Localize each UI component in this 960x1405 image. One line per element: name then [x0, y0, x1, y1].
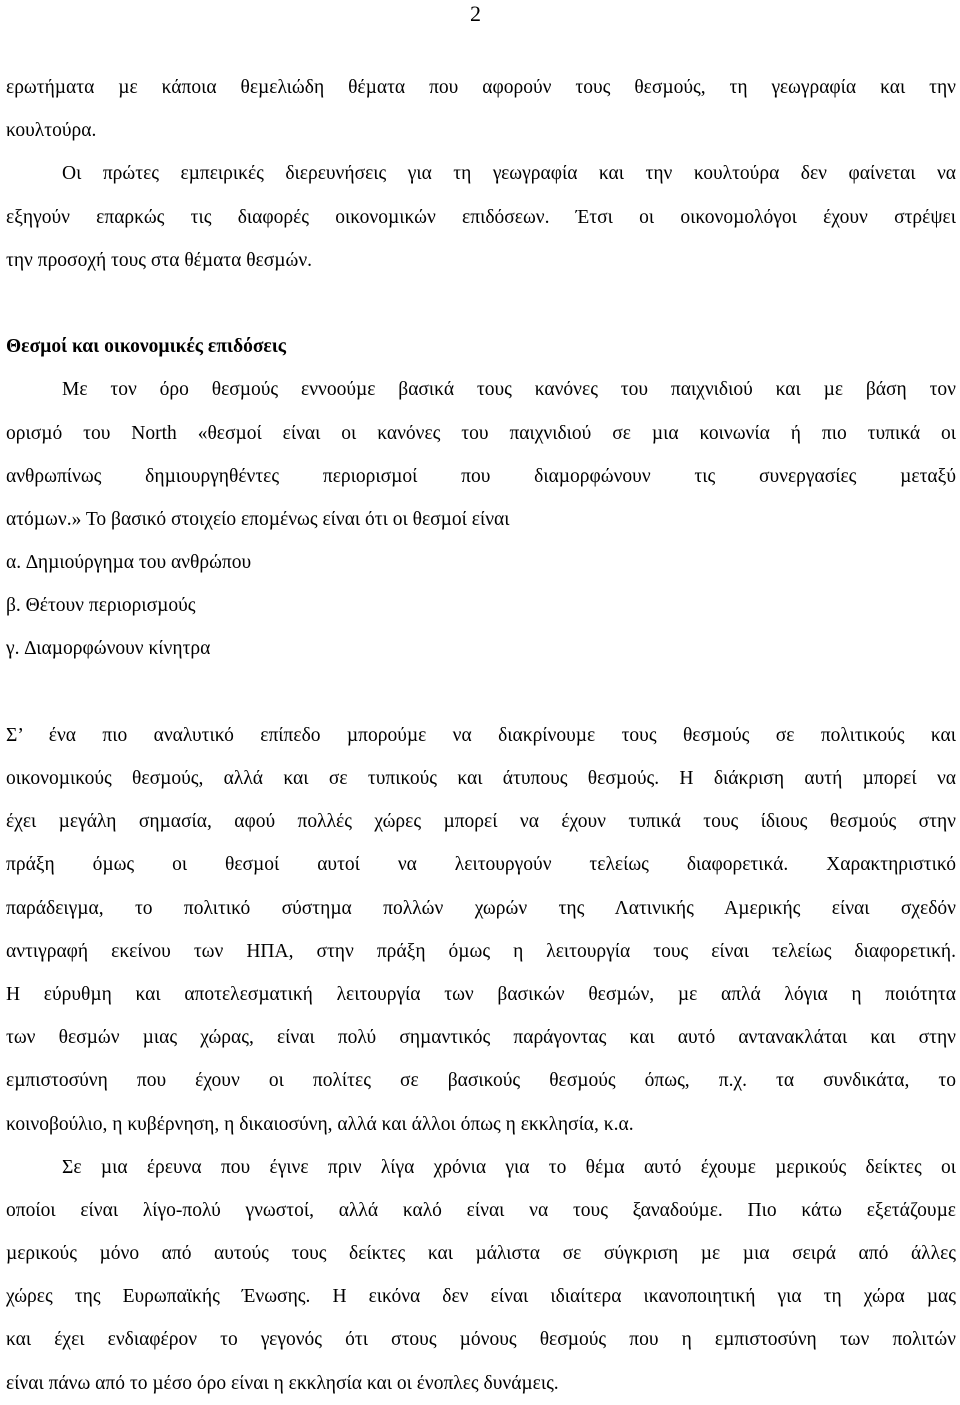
text-line: την προσοχή τους στα θέµατα θεσµών. [6, 249, 313, 271]
paragraph-gap [6, 671, 956, 714]
text-line: χώρες της Ευρωπαϊκής Ένωσης. Η εικόνα δεν είναι ιδιαίτερα ικανοποιητική για τη χώρα µας [6, 1286, 956, 1308]
text-line: έχει µεγάλη σηµασία, αφού πολλές χώρες µπορεί να έχουν τυπικά τους ίδιους θεσµούς στην [6, 811, 956, 833]
text-line: παράδειγµα, το πολιτικό σύστηµα πολλών χωρών της Λατινικής Αµερικής είναι σχεδόν [6, 897, 956, 919]
text-line: είναι πάνω από το µέσο όρο είναι η εκκλησία και οι ένοπλες δυνάµεις. [6, 1372, 559, 1394]
text-line: κοινοβούλιο, η κυβέρνηση, η δικαιοσύνη, αλλά και άλλοι όπως η εκκλησία, κ.α. [6, 1113, 634, 1135]
text-line: ατόµων.» Το βασικό στοιχείο εποµένως είναι ότι οι θεσµοί είναι [6, 508, 510, 530]
text-line: γ. ∆ιαµορφώνουν κίνητρα [6, 638, 211, 660]
text-line: ορισµό του North «θεσµοί είναι οι κανόνες του παιχνιδιού σε µια κοινωνία ή πιο τυπικά οι [6, 422, 956, 444]
text-line: των θεσµών µιας χώρας, είναι πολύ σηµαντικός παράγοντας και αυτό αντανακλάται και στην [6, 1027, 956, 1049]
text-line: Οι πρώτες εµπειρικές διερευνήσεις για τη γεωγραφία και την κουλτούρα δεν φαίνεται να [62, 163, 956, 185]
section-heading: Θεσµοί και οικονοµικές επιδόσεις [6, 336, 287, 358]
text-line: µερικούς µόνο από αυτούς τους δείκτες και µάλιστα σε σύγκριση µε µια σειρά από άλλες [6, 1243, 956, 1265]
text-line: α. ∆ηµιούργηµα του ανθρώπου [6, 552, 252, 574]
text-line: Σε µια έρευνα που έγινε πριν λίγα χρόνια για το θέµα αυτό έχουµε µερικούς δείκτες οι [62, 1156, 956, 1178]
text-line: κουλτούρα. [6, 120, 97, 142]
text-line: οποίοι είναι λίγο-πολύ γνωστοί, αλλά καλό είναι να τους ξαναδούµε. Πιο κάτω εξετάζουµε [6, 1199, 956, 1221]
text-line: και έχει ενδιαφέρον το γεγονός ότι στους µόνους θεσµούς που η εµπιστοσύνη των πολιτών [6, 1329, 956, 1351]
text-line: Σ’ ένα πιο αναλυτικό επίπεδο µπορούµε να διακρίνουµε τους θεσµούς σε πολιτικούς και [6, 724, 956, 746]
text-line: ερωτήµατα µε κάποια θεµελιώδη θέµατα που αφορούν τους θεσµούς, τη γεωγραφία και την [6, 77, 956, 98]
text-line: αντιγραφή εκείνου των ΗΠΑ, στην πράξη όµως η λειτουργία τους είναι τελείως διαφορετική. [6, 940, 956, 962]
text-line: εξηγούν επαρκώς τις διαφορές οικονοµικών επιδόσεων. Έτσι οι οικονοµολόγοι έχουν στρέψει [6, 206, 956, 228]
text-line: β. Θέτουν περιορισµούς [6, 595, 196, 617]
text-line: οικονοµικούς θεσµούς, αλλά και σε τυπικούς και άτυπους θεσµούς. Η διάκριση αυτή µπορεί να [6, 768, 956, 789]
text-line: Η εύρυθµη και αποτελεσµατική λειτουργία των βασικών θεσµών, µε απλά λόγια η ποιότητα [6, 983, 956, 1005]
text-line: πράξη όµως οι θεσµοί αυτοί να λειτουργούν τελείως διαφορετικά. Χαρακτηριστικό [6, 854, 956, 876]
document-body [6, 66, 956, 1405]
text-line: εµπιστοσύνη που έχουν οι πολίτες σε βασικούς θεσµούς όπως, π.χ. τα συνδικάτα, το [6, 1070, 956, 1092]
paragraph-gap [6, 282, 956, 325]
text-line: Με τον όρο θεσµούς εννοούµε βασικά τους κανόνες του παιχνιδιού και µε βάση τον [62, 379, 956, 401]
text-line: ανθρωπίνως δηµιουργηθέντες περιορισµοί που διαµορφώνουν τις συνεργασίες µεταξύ [6, 465, 956, 487]
page-number: 2 [470, 1, 481, 26]
